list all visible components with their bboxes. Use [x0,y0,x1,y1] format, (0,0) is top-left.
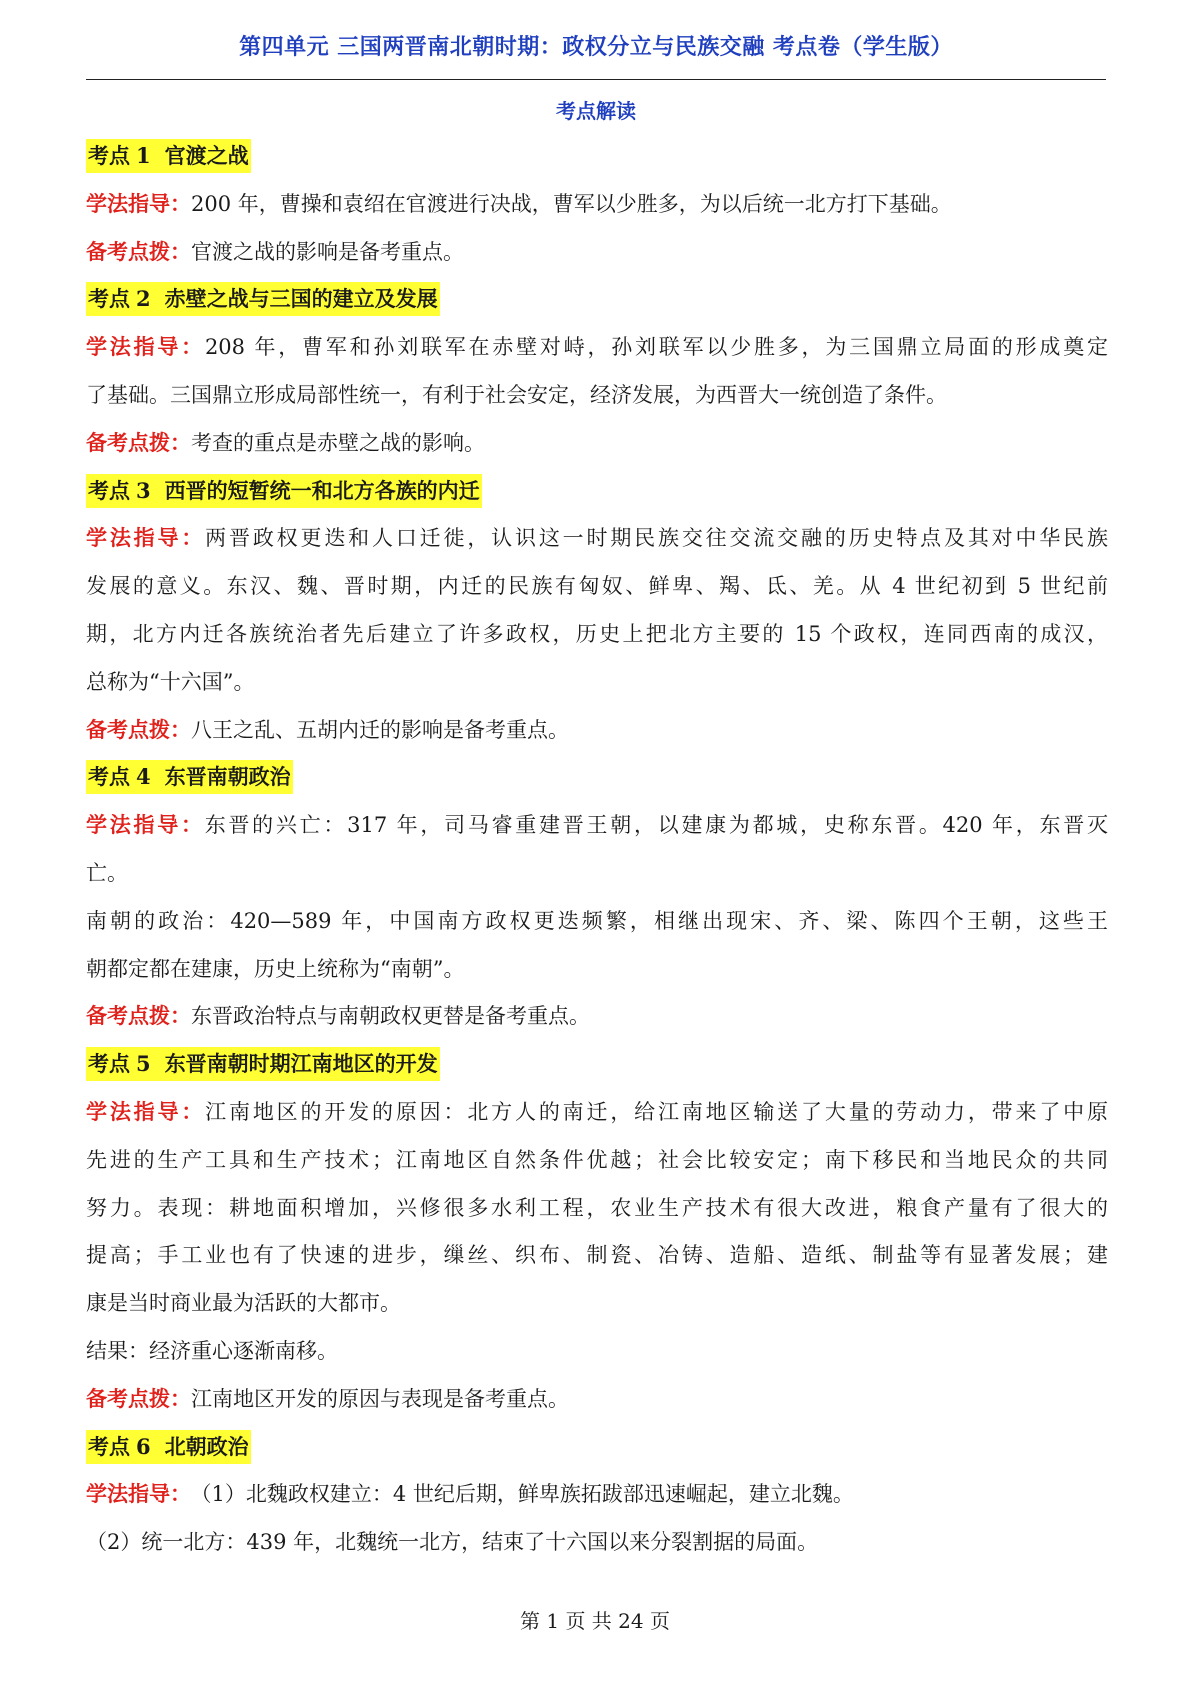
point-heading [86,1424,1108,1472]
paragraph-line: 了基础。三国鼎立形成局部性统一，有利于社会安定，经济发展，为西晋大一统创造了条件。 [86,382,947,407]
point-4-heading: 考点 4 东晋南朝政治 [86,760,293,794]
point-3-heading: 考点 3 西晋的短暂统一和北方各族的内迁 [86,474,482,508]
paragraph-line: 发展的意义。东汉、魏、晋时期，内迁的民族有匈奴、鲜卑、羯、氐、羌。从 4 世纪初到 5 世纪前 [86,574,1108,599]
exam-tip-label: 备考点拨： [86,239,191,264]
study-method-label: 学法指导： [86,1482,191,1507]
paragraph-line: 期，北方内迁各族统治者先后建立了许多政权，历史上把北方主要的 15 个政权，连同西南的成汉， [86,621,1108,646]
exam-tip-line: 备考点拨：官渡之战的影响是备考重点。 [86,239,464,264]
study-method-line: 学法指导：208 年，曹军和孙刘联军在赤壁对峙，孙刘联军以少胜多，为三国鼎立局面的形成奠定 [86,335,1108,360]
study-method-label: 学法指导： [86,526,206,551]
exam-tip-line: 备考点拨：江南地区开发的原因与表现是备考重点。 [86,1386,569,1411]
paragraph-line: 南朝的政治：420—589 年，中国南方政权更迭频繁，相继出现宋、齐、梁、陈四个王朝，这些王 [86,908,1108,933]
paragraph-line: 亡。 [86,860,128,885]
paragraph-line: 康是当时商业最为活跃的大都市。 [86,1291,401,1316]
point-heading [86,133,1108,181]
paragraph-line: 朝都定都在建康，历史上统称为“南朝”。 [86,956,465,981]
exam-tip-line: 备考点拨：八王之乱、五胡内迁的影响是备考重点。 [86,717,569,742]
paragraph-line: 结果：经济重心逐渐南移。 [86,1338,338,1363]
page-footer: 第 1 页 共 24 页 [520,1609,670,1633]
study-method-label: 学法指导： [86,335,205,360]
point-heading [86,276,1108,324]
section-title: 考点解读 [556,99,636,123]
point-heading [86,468,1108,516]
study-method-line: 学法指导：两晋政权更迭和人口迁徙，认识这一时期民族交往交流交融的历史特点及其对中华民族 [86,526,1109,551]
exam-tip-line: 备考点拨：考查的重点是赤壁之战的影响。 [86,430,485,455]
page-number: 1 [546,1609,560,1633]
point-2-heading: 考点 2 赤壁之战与三国的建立及发展 [86,282,440,316]
exam-tip-label: 备考点拨： [86,717,191,742]
study-method-line: 学法指导：200 年，曹操和袁绍在官渡进行决战，曹军以少胜多，为以后统一北方打下基础。 [86,191,952,216]
header-divider [86,79,1106,80]
study-method-line: 学法指导：江南地区的开发的原因：北方人的南迁，给江南地区输送了大量的劳动力，带来了中原 [86,1099,1109,1124]
page-total: 24 [618,1609,644,1633]
paragraph-line: （2）统一北方：439 年，北魏统一北方，结束了十六国以来分裂割据的局面。 [86,1530,819,1555]
document-body [86,133,1108,1567]
exam-tip-label: 备考点拨： [86,1386,191,1411]
paragraph-line: 总称为“十六国”。 [86,669,255,694]
exam-tip-label: 备考点拨： [86,430,191,455]
point-1-heading: 考点 1 官渡之战 [86,139,251,173]
study-method-label: 学法指导： [86,813,205,838]
study-method-line: 学法指导：东晋的兴亡：317 年，司马睿重建晋王朝，以建康为都城，史称东晋。420 年，东晋灭 [86,813,1108,838]
paragraph-line: 努力。表现：耕地面积增加，兴修很多水利工程，农业生产技术有很大改进，粮食产量有了很大的 [86,1195,1108,1220]
paragraph-line: 提高；手工业也有了快速的进步，缫丝、织布、制瓷、冶铸、造船、造纸、制盐等有显著发展；建 [86,1243,1108,1268]
document-header: 第四单元 三国两晋南北朝时期：政权分立与民族交融 考点卷（学生版） [239,35,953,60]
point-5-heading: 考点 5 东晋南朝时期江南地区的开发 [86,1047,440,1081]
exam-tip-line: 备考点拨：东晋政治特点与南朝政权更替是备考重点。 [86,1004,590,1029]
study-method-label: 学法指导： [86,191,191,216]
exam-tip-label: 备考点拨： [86,1004,191,1029]
point-heading [86,754,1108,802]
study-method-line: 学法指导： （1）北魏政权建立：4 世纪后期，鲜卑族拓跋部迅速崛起，建立北魏。 [86,1482,854,1507]
study-method-label: 学法指导： [86,1099,206,1124]
point-6-heading: 考点 6 北朝政治 [86,1430,251,1464]
point-heading [86,1041,1108,1089]
paragraph-line: 先进的生产工具和生产技术；江南地区自然条件优越；社会比较安定；南下移民和当地民众的共同 [86,1147,1108,1172]
